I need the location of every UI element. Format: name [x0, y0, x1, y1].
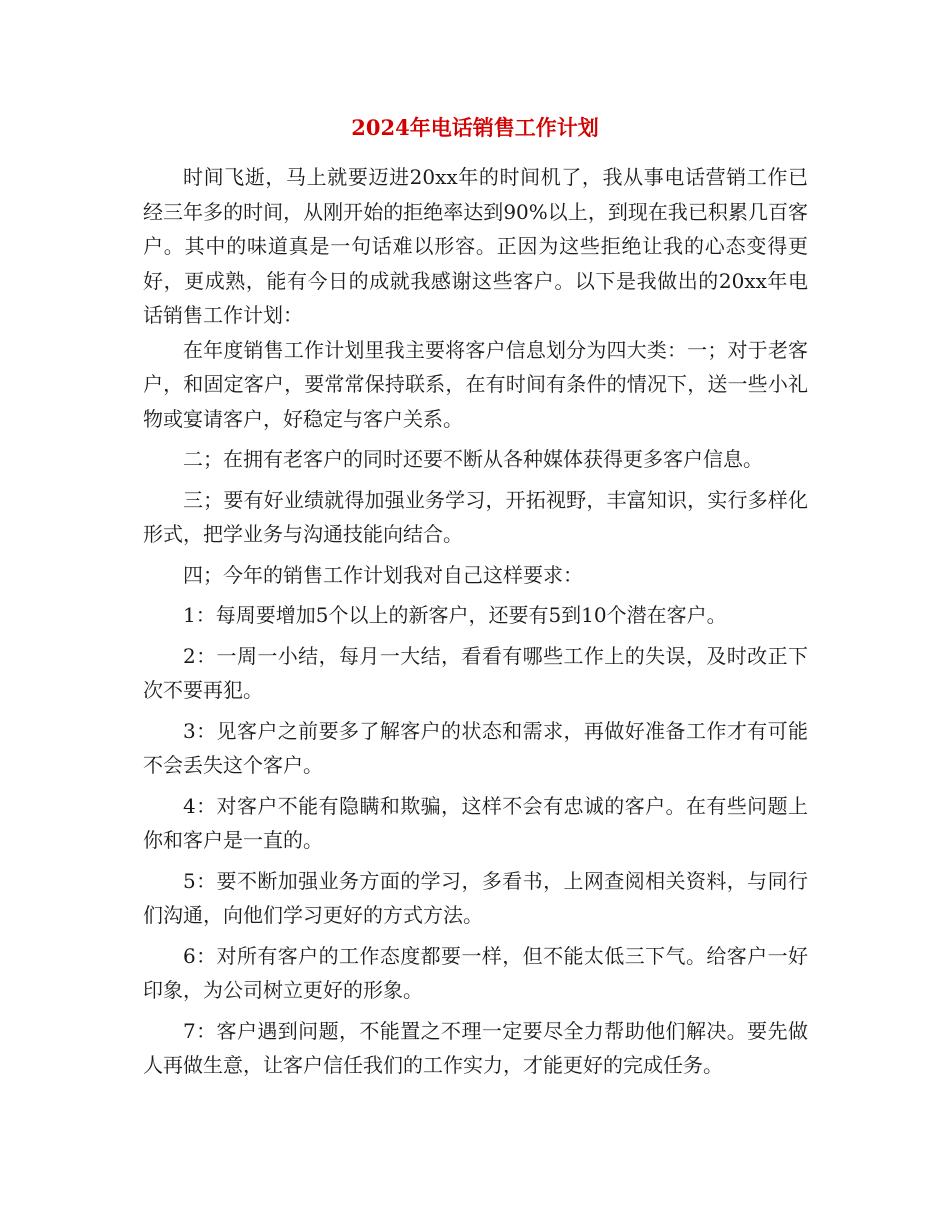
document-body [143, 160, 808, 1083]
list-item-1: 1：每周要增加5个以上的新客户，还要有5到10个潜在客户。 [183, 603, 727, 627]
list-item-4: 4：对客户不能有隐瞒和欺骗，这样不会有忠诚的客户。在有些问题上你和客户是一直的。 [143, 793, 808, 852]
list-item-2: 2：一周一小结，每月一大结，看看有哪些工作上的失误，及时改正下次不要再犯。 [143, 643, 808, 702]
list-item-7: 7：客户遇到问题，不能置之不理一定要尽全力帮助他们解决。要先做人再做生意，让客户信任我们的工作实力，才能更好的完成任务。 [143, 1018, 808, 1077]
document-title: 2024年电话销售工作计划 [351, 115, 599, 140]
paragraph-intro: 时间飞逝，马上就要迈进20xx年的时间机了，我从事电话营销工作已经三年多的时间，从刚开始的拒绝率达到90%以上，到现在我已积累几百客户。其中的味道真是一句话难以形容。正因为这些拒绝让我的心态变得更好，更成熟，能有今日的成就我感谢这些客户。以下是我做出的20xx年电话销售工作计划： [143, 165, 808, 327]
list-item-5: 5：要不断加强业务方面的学习，多看书，上网查阅相关资料，与同行们沟通，向他们学习更好的方式方法。 [143, 868, 808, 927]
paragraph-category-four: 四；今年的销售工作计划我对自己这样要求： [183, 562, 583, 587]
paragraph-category-two: 二；在拥有老客户的同时还要不断从各种媒体获得更多客户信息。 [183, 447, 763, 471]
paragraph-category-one: 在年度销售工作计划里我主要将客户信息划分为四大类：一；对于老客户，和固定客户，要常常保持联系，在有时间有条件的情况下，送一些小礼物或宴请客户，好稳定与客户关系。 [143, 337, 808, 431]
list-item-6: 6：对所有客户的工作态度都要一样，但不能太低三下气。给客户一好印象，为公司树立更好的形象。 [143, 943, 808, 1002]
list-item-3: 3：见客户之前要多了解客户的状态和需求，再做好准备工作才有可能不会丢失这个客户。 [143, 718, 808, 777]
paragraph-category-three: 三；要有好业绩就得加强业务学习，开拓视野，丰富知识，实行多样化形式，把学业务与沟通技能向结合。 [143, 487, 808, 546]
